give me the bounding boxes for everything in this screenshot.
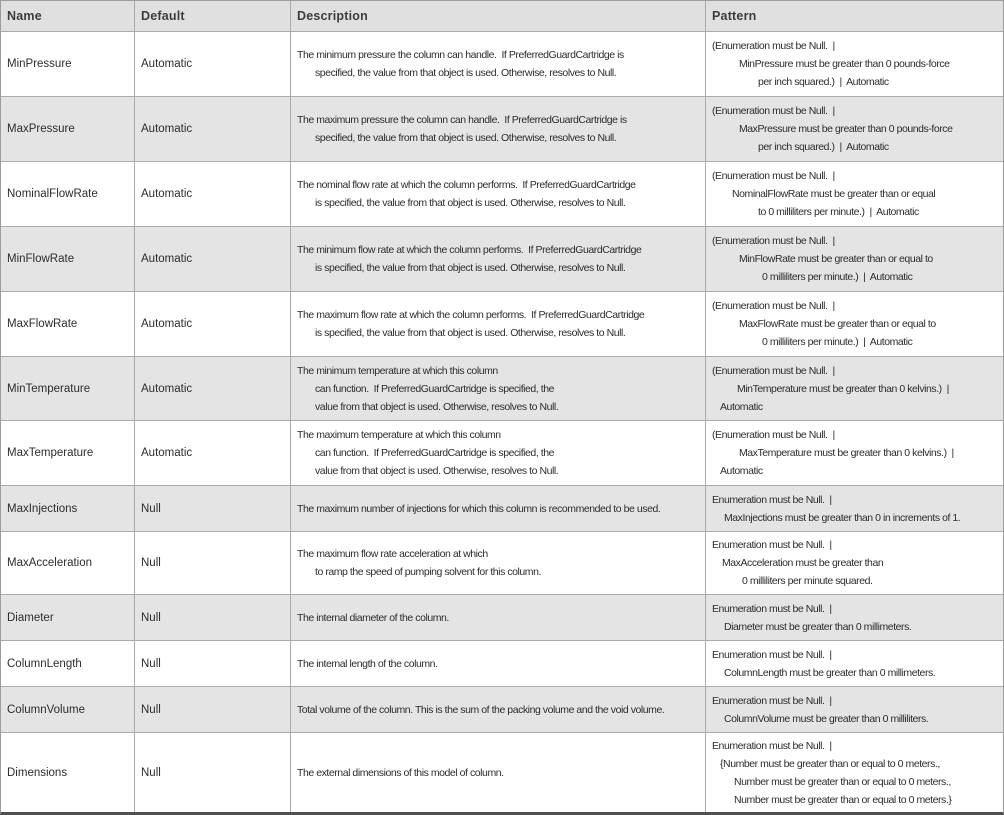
description-line: The nominal flow rate at which the column performs. If PreferredGuardCartridge xyxy=(297,179,636,191)
description-cell xyxy=(290,227,705,291)
pattern-line: (Enumeration must be Null. | xyxy=(712,364,835,377)
pattern-cell xyxy=(705,733,1003,812)
table-row xyxy=(1,531,1003,594)
table-row xyxy=(1,485,1003,531)
pattern-cell xyxy=(705,486,1003,531)
pattern-cell xyxy=(705,595,1003,640)
pattern-cell xyxy=(705,32,1003,96)
pattern-line: (Enumeration must be Null. | xyxy=(712,235,835,247)
pattern-line: Number must be greater than or equal to 0 meters.} xyxy=(734,793,952,806)
property-name-cell: MaxPressure xyxy=(7,123,75,135)
description-line: The maximum flow rate acceleration at which xyxy=(297,548,488,560)
pattern-cell xyxy=(705,162,1003,226)
pattern-line: (Enumeration must be Null. | xyxy=(712,429,835,441)
default-value-cell: Automatic xyxy=(134,32,290,96)
description-cell xyxy=(290,733,705,812)
default-value-cell: Automatic xyxy=(134,162,290,226)
description-cell xyxy=(290,357,705,420)
pattern-line: Enumeration must be Null. | xyxy=(712,539,832,551)
property-name-cell: MinPressure xyxy=(7,58,72,70)
description-line: is specified, the value from that object is used. Otherwise, resolves to Null. xyxy=(315,197,626,209)
table-header-row xyxy=(1,1,1003,31)
description-line: The maximum flow rate at which the column performs. If PreferredGuardCartridge xyxy=(297,309,645,321)
description-line: is specified, the value from that object is used. Otherwise, resolves to Null. xyxy=(315,327,626,339)
pattern-cell xyxy=(705,421,1003,485)
table-row xyxy=(1,31,1003,96)
property-name-cell: ColumnLength xyxy=(7,657,82,670)
description-line: The maximum pressure the column can handle. If PreferredGuardCartridge is xyxy=(297,114,627,126)
default-value-cell: Null xyxy=(134,532,290,594)
pattern-line: Number must be greater than or equal to 0 meters., xyxy=(734,775,951,788)
property-name-cell: NominalFlowRate xyxy=(7,188,98,200)
pattern-line: per inch squared.) | Automatic xyxy=(758,141,889,153)
pattern-line: Enumeration must be Null. | xyxy=(712,602,832,615)
description-line: value from that object is used. Otherwise, resolves to Null. xyxy=(315,400,559,413)
pattern-line: MaxInjections must be greater than 0 in increments of 1. xyxy=(724,511,961,524)
description-cell xyxy=(290,532,705,594)
pattern-line: MaxFlowRate must be greater than or equal to xyxy=(739,318,936,330)
pattern-cell xyxy=(705,641,1003,686)
pattern-line: (Enumeration must be Null. | xyxy=(712,40,835,52)
pattern-cell xyxy=(705,357,1003,420)
table-row xyxy=(1,161,1003,226)
description-line: The maximum temperature at which this column xyxy=(297,429,501,441)
default-value-cell: Null xyxy=(134,733,290,812)
default-value-cell: Automatic xyxy=(134,292,290,356)
description-cell xyxy=(290,421,705,485)
pattern-line: per inch squared.) | Automatic xyxy=(758,76,889,88)
pattern-cell xyxy=(705,687,1003,732)
description-line: value from that object is used. Otherwise, resolves to Null. xyxy=(315,465,559,477)
pattern-line: Enumeration must be Null. | xyxy=(712,739,832,752)
description-line: to ramp the speed of pumping solvent for this column. xyxy=(315,566,541,578)
pattern-line: MinTemperature must be greater than 0 kelvins.) | xyxy=(737,382,949,395)
pattern-line: MaxAcceleration must be greater than xyxy=(722,557,884,569)
property-name-cell: MinTemperature xyxy=(7,382,91,395)
pattern-line: 0 milliliters per minute.) | Automatic xyxy=(762,271,913,283)
column-header-description: Description xyxy=(290,1,705,31)
description-cell xyxy=(290,687,705,732)
table-body xyxy=(1,31,1003,812)
default-value-cell: Null xyxy=(134,595,290,640)
description-line: The minimum temperature at which this column xyxy=(297,364,498,377)
property-name-cell: MaxTemperature xyxy=(7,447,94,459)
pattern-line: MinFlowRate must be greater than or equal to xyxy=(739,253,933,265)
description-line: can function. If PreferredGuardCartridge is specified, the xyxy=(315,447,555,459)
description-cell xyxy=(290,32,705,96)
column-header-default: Default xyxy=(134,1,290,31)
table-row xyxy=(1,640,1003,686)
pattern-line: Automatic xyxy=(720,465,763,477)
description-cell xyxy=(290,292,705,356)
property-name-cell: MaxInjections xyxy=(7,502,78,515)
property-name-cell: ColumnVolume xyxy=(7,703,85,716)
pattern-cell xyxy=(705,532,1003,594)
description-line: can function. If PreferredGuardCartridge is specified, the xyxy=(315,382,555,395)
description-line: is specified, the value from that object is used. Otherwise, resolves to Null. xyxy=(315,262,626,274)
default-value-cell: Null xyxy=(134,687,290,732)
pattern-line: (Enumeration must be Null. | xyxy=(712,170,835,182)
description-line: Total volume of the column. This is the sum of the packing volume and the void volume. xyxy=(297,703,665,716)
pattern-line: (Enumeration must be Null. | xyxy=(712,105,835,117)
pattern-line: Enumeration must be Null. | xyxy=(712,694,832,707)
description-cell xyxy=(290,641,705,686)
pattern-cell xyxy=(705,227,1003,291)
pattern-cell xyxy=(705,97,1003,161)
property-name-cell: MaxFlowRate xyxy=(7,318,78,330)
description-line: The minimum flow rate at which the column performs. If PreferredGuardCartridge xyxy=(297,244,642,256)
default-value-cell: Null xyxy=(134,486,290,531)
pattern-line: 0 milliliters per minute.) | Automatic xyxy=(762,336,913,348)
pattern-line: Enumeration must be Null. | xyxy=(712,648,832,661)
table-row xyxy=(1,96,1003,161)
default-value-cell: Automatic xyxy=(134,357,290,420)
table-row xyxy=(1,291,1003,356)
property-name-cell: MaxAcceleration xyxy=(7,557,93,569)
pattern-line: Automatic xyxy=(720,400,763,413)
table-row xyxy=(1,732,1003,812)
pattern-line: MaxPressure must be greater than 0 pounds-force xyxy=(739,123,953,135)
property-name-cell: Dimensions xyxy=(7,766,68,779)
pattern-line: Enumeration must be Null. | xyxy=(712,493,832,506)
property-name-cell: Diameter xyxy=(7,611,54,624)
description-line: specified, the value from that object is used. Otherwise, resolves to Null. xyxy=(315,132,617,144)
description-line: The minimum pressure the column can handle. If PreferredGuardCartridge is xyxy=(297,49,624,61)
column-header-pattern: Pattern xyxy=(705,1,1003,31)
description-line: The internal diameter of the column. xyxy=(297,611,449,624)
default-value-cell: Automatic xyxy=(134,227,290,291)
table-row xyxy=(1,226,1003,291)
table-row xyxy=(1,420,1003,485)
pattern-line: ColumnLength must be greater than 0 millimeters. xyxy=(724,666,936,679)
default-value-cell: Automatic xyxy=(134,97,290,161)
description-line: The internal length of the column. xyxy=(297,657,438,670)
pattern-line: Diameter must be greater than 0 millimeters. xyxy=(724,620,912,633)
column-header-name: Name xyxy=(7,9,42,23)
table-row xyxy=(1,594,1003,640)
pattern-line: NominalFlowRate must be greater than or equal xyxy=(732,188,936,200)
description-cell xyxy=(290,486,705,531)
pattern-cell xyxy=(705,292,1003,356)
default-value-cell: Automatic xyxy=(134,421,290,485)
description-cell xyxy=(290,97,705,161)
description-line: specified, the value from that object is used. Otherwise, resolves to Null. xyxy=(315,67,617,79)
property-name-cell: MinFlowRate xyxy=(7,253,75,265)
description-line: The maximum number of injections for which this column is recommended to be used. xyxy=(297,502,661,515)
description-line: The external dimensions of this model of column. xyxy=(297,766,504,779)
pattern-line: to 0 milliliters per minute.) | Automatic xyxy=(758,206,919,218)
description-cell xyxy=(290,595,705,640)
pattern-line: {Number must be greater than or equal to 0 meters., xyxy=(720,757,940,770)
default-value-cell: Null xyxy=(134,641,290,686)
pattern-line: MinPressure must be greater than 0 pounds-force xyxy=(739,58,950,70)
pattern-line: 0 milliliters per minute squared. xyxy=(742,575,873,587)
pattern-line: MaxTemperature must be greater than 0 kelvins.) | xyxy=(739,447,954,459)
pattern-line: ColumnVolume must be greater than 0 milliliters. xyxy=(724,712,929,725)
table-row xyxy=(1,356,1003,420)
description-cell xyxy=(290,162,705,226)
table-row xyxy=(1,686,1003,732)
pattern-line: (Enumeration must be Null. | xyxy=(712,300,835,312)
